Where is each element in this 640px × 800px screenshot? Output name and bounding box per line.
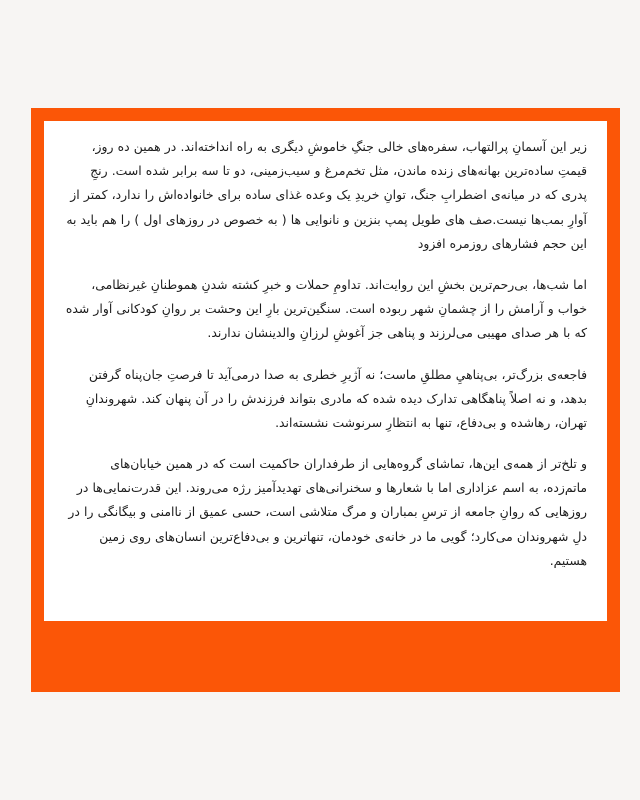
white-text-panel (44, 121, 607, 621)
paragraph-3: فاجعه‌ی بزرگ‌تر، بی‌پناهيِ مطلقِ ماست؛ نه آژیرِ خطری به صدا درمی‌آید تا فرصتِ جان‌پناه گرفتن بدهد، و نه اصلاً پناهگاهی تدارک دیده شده که مادری بتواند فرزندش را در آن پنهان کند. شهروندانِ تهران، رهاشده و بی‌دفاع، تنها به انتظارِ سرنوشت نشسته‌اند. (85, 366, 587, 430)
paragraph-1: زیر این آسمانِ پرالتهاب، سفره‌های خالی جنگِ خاموشِ دیگری به راه انداخته‌اند. در همین ده روز، قیمتِ ساده‌ترین بهانه‌های زنده ماندن، مثل تخم‌مرغ و سیب‌زمینی، دو تا سه برابر شده است. رنجِ پدری که در میانه‌ی اضطرابِ جنگ، توانِ خریدِ یک وعده غذای ساده برای خانواده‌اش را ندارد، کمتر از آوارِ بمب‌ها نیست.صف های طویل پمپ بنزین و نانوایی ها ( به خصوص در روزهای اول ) را هم باید به این حجم فشارهای روزمره افزود (66, 139, 587, 251)
article-body (64, 135, 587, 573)
orange-card-frame (31, 108, 620, 692)
paragraph-4: و تلخ‌تر از همه‌ی این‌ها، تماشای گروه‌هایی از طرفداران حاکمیت است که در همین خیابان‌های ماتم‌زده، به اسم عزاداری اما با شعارها و سخنرانی‌های تهدیدآمیز رژه می‌روند. این قدرت‌نمایی‌ها در روزهایی که روانِ جامعه از ترسِ بمباران و مرگ متلاشی است، حسی عمیق از ناامنی و بیگانگی را در دلِ شهروندان می‌کارد؛ گویی ما در خانه‌ی خودمان، تنهاترین و بی‌دفاع‌ترین انسان‌های روی زمین هستیم. (68, 456, 587, 568)
paragraph-2: اما شب‌ها، بی‌رحم‌ترین بخشِ این روایت‌اند. تداومِ حملات و خبرِ کشته شدنِ هموطنانِ غیرنظامی، خواب و آرامش را از چشمانِ شهر ربوده است. سنگین‌ترین بارِ این وحشت بر روانِ کودکانی آوار شده که با هر صدای مهیبی می‌لرزند و پناهی جز آغوشِ لرزانِ والدینشان ندارند. (65, 276, 587, 341)
